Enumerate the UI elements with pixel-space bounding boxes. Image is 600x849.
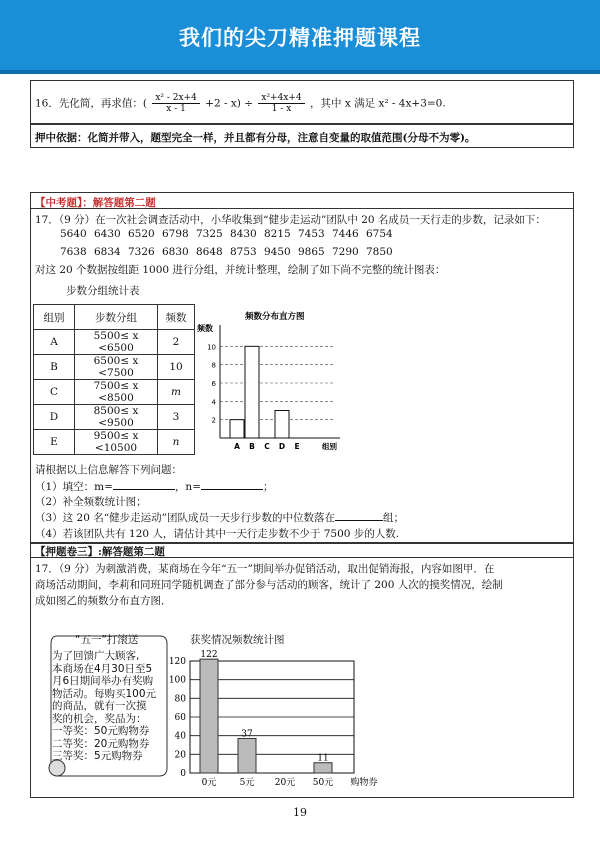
table-cell: 9500≤ x <10500 <box>75 430 158 455</box>
divider <box>30 557 574 558</box>
y-tick-label: 80 <box>174 694 186 705</box>
poster-line: 月6日期间举办有奖购 <box>52 675 154 687</box>
poster-line: 物活动。每购买100元 <box>52 687 157 700</box>
divider <box>30 208 574 209</box>
y-axis-label: 频数 <box>197 324 213 333</box>
table-cell: E <box>34 430 75 455</box>
step-value: 6430 <box>94 228 121 240</box>
y-tick-label: 100 <box>168 675 186 686</box>
poster-text <box>52 650 160 763</box>
histogram-bar <box>245 346 259 438</box>
q17-intro: 17．（9 分）在一次社会调查活动中，小华收集到“健步走运动”团队中 20 名成员一天行走的步数，记录如下： <box>35 214 546 226</box>
step-value: 5640 <box>60 228 87 240</box>
histogram-bar <box>314 763 332 773</box>
page-title: 我们的尖刀精准押题课程 <box>179 26 421 50</box>
prediction-tag: 【押题卷三】:解答题第二题 <box>35 546 165 558</box>
poster-line: 本商场在4月30日至5 <box>52 662 153 675</box>
step-value: 7326 <box>128 246 155 258</box>
poster-line: 一等奖：50元购物券 <box>52 725 150 737</box>
x-tick-label: C <box>264 442 270 451</box>
x-tick-label: E <box>294 442 300 451</box>
step-value: 6754 <box>366 228 393 240</box>
table-cell: 3 <box>158 405 195 430</box>
histogram-bar <box>230 420 244 438</box>
question-1: （1）填空：m= ，n= ； <box>35 481 274 493</box>
table-row <box>34 330 195 355</box>
table-cell: 2 <box>158 330 195 355</box>
poster-line: 的商品，就有一次摸 <box>52 700 147 712</box>
step-value: 7850 <box>366 246 393 258</box>
step-value: 6834 <box>94 246 121 258</box>
x-tick-label: D <box>278 442 286 451</box>
frequency-table <box>33 304 195 455</box>
steps-row-1 <box>60 228 400 240</box>
table-row <box>34 430 195 455</box>
x-tick-label: 20元 <box>274 778 296 788</box>
prediction-line-1: 17．（9 分）为刺激消费，某商场在今年“五一”期间举办促销活动，取出促销海报，内容如图甲．在 <box>35 563 495 575</box>
table-header-row <box>34 305 195 330</box>
y-tick-label: 40 <box>174 731 186 742</box>
data-label: 37 <box>241 729 253 740</box>
table-cell: n <box>158 430 195 455</box>
step-value: 8215 <box>264 228 291 240</box>
header-banner <box>0 0 600 74</box>
step-value: 7290 <box>332 246 359 258</box>
table-cell: D <box>34 405 75 430</box>
chart-2-title: 获奖情况频数统计图 <box>190 634 285 646</box>
x-tick-label: 50元 <box>312 778 334 788</box>
table-row <box>34 355 195 380</box>
x-tick-label: B <box>249 442 255 451</box>
table-cell: 5500≤ x <6500 <box>75 330 158 355</box>
basis-text: 押中依据：化简并带入，题型完全一样，并且都有分母，注意自变量的取值范围(分母不为零)。 <box>35 132 476 144</box>
table-cell: 8500≤ x <9500 <box>75 405 158 430</box>
step-value: 6798 <box>162 228 189 240</box>
y-tick-label: 6 <box>211 380 216 388</box>
y-tick-label: 60 <box>174 713 186 723</box>
prediction-line-2: 商场活动期间，李莉和同班同学随机调查了部分参与活动的顾客，统计了 200 人次的摸奖情况，绘制 <box>35 579 503 591</box>
x-tick-label: 0元 <box>201 778 217 788</box>
prediction-line-3: 成如图乙的频数分布直方图． <box>35 595 172 607</box>
x-tick-label: 5元 <box>239 778 255 788</box>
data-label: 11 <box>317 753 329 764</box>
q17-note: 对这 20 个数据按组距 1000 进行分组，并统计整理，绘制了如下尚不完整的统计图表： <box>35 264 446 276</box>
table-header-cell: 步数分组 <box>75 305 158 330</box>
award-histogram-chart <box>168 645 388 790</box>
step-value: 8648 <box>196 246 223 258</box>
histogram-bar <box>238 738 256 773</box>
table-cell: A <box>34 330 75 355</box>
poster-line: 奖的机会，奖品为： <box>52 712 147 725</box>
data-label: 122 <box>200 650 218 661</box>
table-cell: B <box>34 355 75 380</box>
table-cell: 10 <box>158 355 195 380</box>
table-title: 步数分组统计表 <box>66 285 140 297</box>
table-cell: m <box>158 380 195 405</box>
x-axis-label: 组别 <box>322 442 337 451</box>
table-header-cell: 组别 <box>34 305 75 330</box>
y-tick-label: 20 <box>174 750 186 761</box>
question-2: （2）补全频数统计图； <box>35 496 147 508</box>
question-3: （3）这 20 名“健步走运动”团队成员一天步行步数的中位数落在 组； <box>35 512 404 524</box>
chart-title: 频数分布直方图 <box>245 312 305 322</box>
y-tick-label: 120 <box>168 657 186 667</box>
table-header-cell: 频数 <box>158 305 195 330</box>
poster-line: 三等奖：5元购物券 <box>52 750 143 762</box>
table-cell: C <box>34 380 75 405</box>
step-value: 8430 <box>230 228 257 240</box>
poster-line: 二等奖：20元购物券 <box>52 737 150 750</box>
steps-row-2 <box>60 246 400 258</box>
x-tick-label: A <box>234 442 240 451</box>
step-value: 8753 <box>230 246 257 258</box>
step-value: 9865 <box>298 246 325 258</box>
poster-line: 为了回馈广大顾客, <box>52 650 140 662</box>
fraction-1: $\frac{\text{x² - 2x+4}}{x - 1}$ <box>152 93 200 114</box>
question-4: （4）若该团队共有 120 人，请估计其中一天行走步数不少于 7500 步的人数. <box>35 528 400 540</box>
fraction-2: $\frac{\text{x²+4x+4}}{1 - x}$ <box>258 93 304 114</box>
questions-intro: 请根据以上信息解答下列问题： <box>35 464 182 476</box>
q17-tag: 【中考题】：解答题第二题 <box>35 197 156 209</box>
poster-title: “五一”打滚送 <box>75 634 139 646</box>
histogram-chart <box>195 303 355 463</box>
y-tick-label: 0 <box>180 769 186 779</box>
question-16: 16．先化简，再求值：( $\frac{\text{x² - 2x+4}}{x - 1}$ +2 - x) ÷ $\frac{\text{x²+4x+4}}{1 - x}$ ，其中 x 满足 x² - 4x+3=0. <box>35 93 446 114</box>
table-cell: 6500≤ x <7500 <box>75 355 158 380</box>
histogram-bar <box>275 411 289 439</box>
table-row <box>34 405 195 430</box>
step-value: 9450 <box>264 246 291 258</box>
step-value: 7446 <box>332 228 359 240</box>
table-cell: 7500≤ x <8500 <box>75 380 158 405</box>
y-tick-label: 2 <box>211 416 216 425</box>
step-value: 7453 <box>298 228 325 240</box>
y-tick-label: 8 <box>211 361 216 370</box>
step-value: 7325 <box>196 228 223 240</box>
step-value: 6830 <box>162 246 189 258</box>
page-number: 19 <box>293 806 307 819</box>
histogram-bar <box>200 659 218 773</box>
x-axis-label: 购物券 <box>350 778 378 788</box>
table-row <box>34 380 195 405</box>
y-tick-label: 4 <box>211 398 216 407</box>
step-value: 6520 <box>128 228 155 240</box>
step-value: 7638 <box>60 246 87 258</box>
y-tick-label: 10 <box>207 343 216 352</box>
